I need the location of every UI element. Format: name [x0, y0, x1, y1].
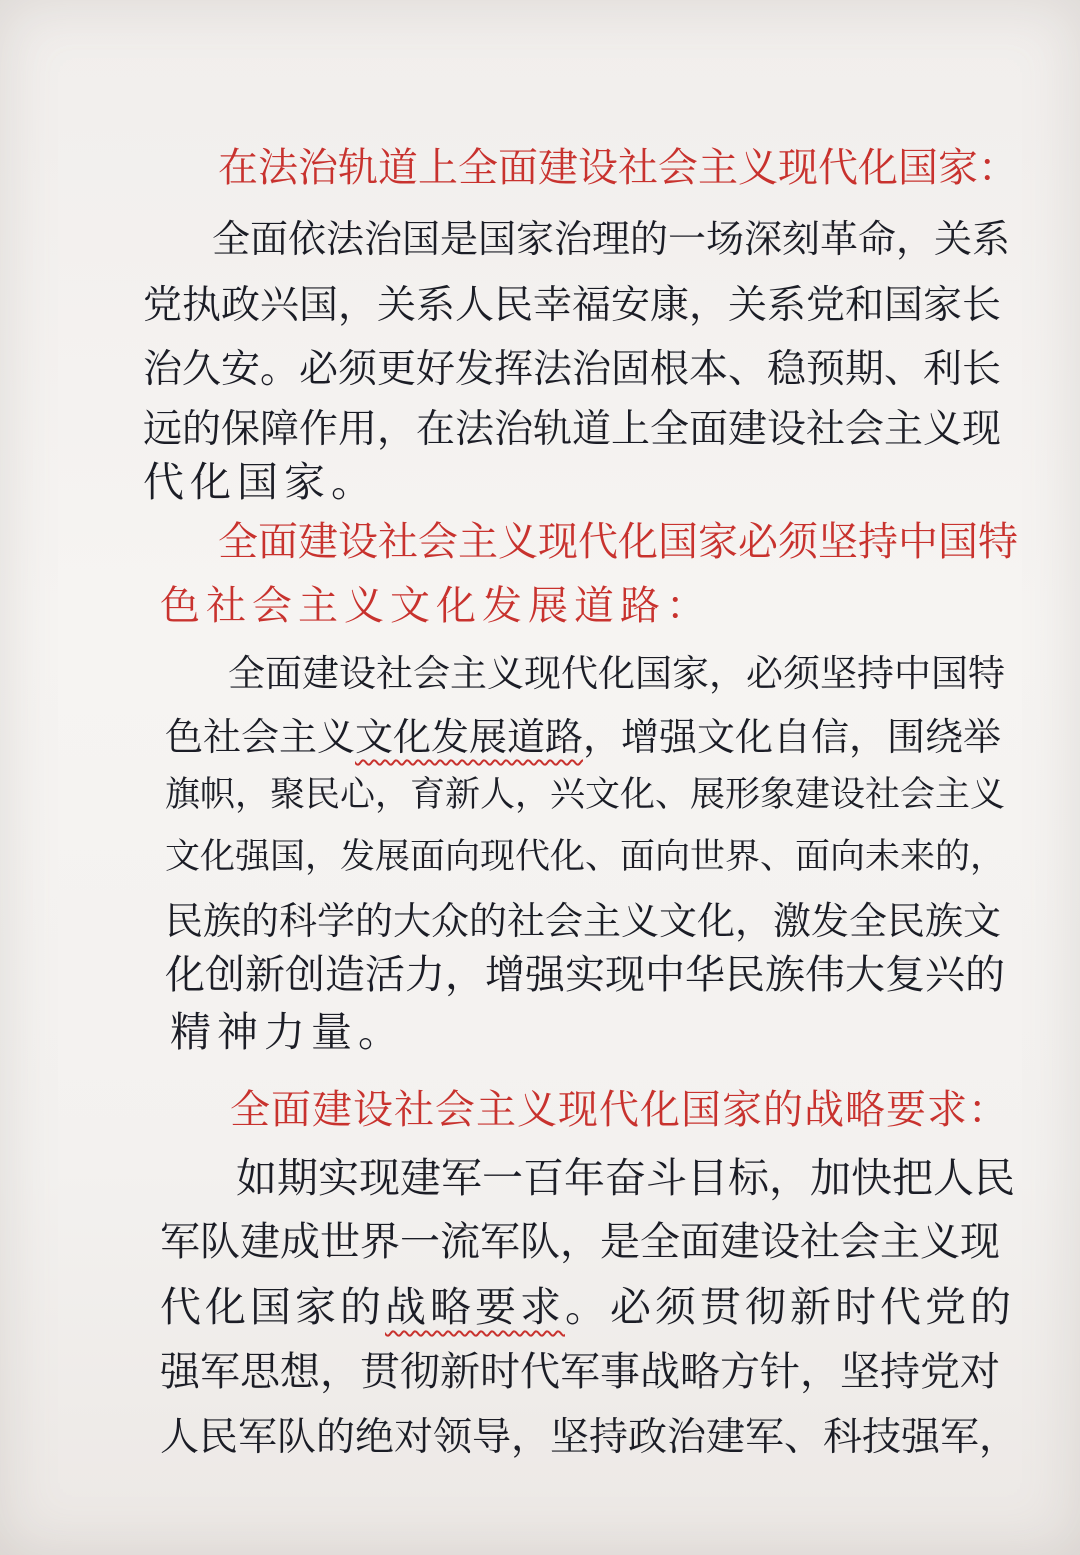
section-2-heading-line-1: 全面建设社会主义现代化国家必须坚持中国特: [218, 519, 1018, 565]
section-1-body-line-5: 代化国家。: [143, 458, 378, 506]
section-2-body-line-4: 文化强国，发展面向现代化、面向世界、面向未来的，: [165, 837, 1006, 877]
section-1-body-line-4: 远的保障作用，在法治轨道上全面建设社会主义现: [143, 407, 1002, 452]
line-segment: 。必须贯彻新时代党的: [565, 1283, 1015, 1331]
section-2-heading-line-2: 色社会主义文化发展道路：: [160, 583, 712, 629]
section-3-body-line-5: 人民军队的绝对领导，坚持政治建军、科技强军，: [160, 1415, 1019, 1460]
section-2-body-line-1: 全面建设社会主义现代化国家，必须坚持中国特: [228, 652, 1005, 695]
section-1-body-line-1: 全面依法治国是国家治理的一场深刻革命，关系: [212, 217, 1011, 261]
section-1-body-line-3: 治久安。必须更好发挥法治固根本、稳预期、利长: [143, 347, 1002, 392]
underlined-phrase: 战略要求: [385, 1283, 565, 1331]
underlined-phrase: 文化发展道路: [355, 715, 584, 759]
line-segment: 代化国家的: [160, 1283, 385, 1331]
section-2-body-line-3: 旗帜，聚民心，育新人，兴文化、展形象建设社会主义: [165, 775, 1006, 815]
line-segment: 色社会主义: [165, 715, 356, 759]
section-2-body-line-7: 精神力量。: [170, 1008, 405, 1056]
section-2-body-line-5: 民族的科学的大众的社会主义文化，激发全民族文: [165, 899, 1002, 943]
section-3-body-line-4: 强军思想，贯彻新时代军事战略方针，坚持党对: [160, 1349, 1000, 1395]
section-3-body-line-1: 如期实现建军一百年奋斗目标，加快把人民: [236, 1154, 1015, 1202]
section-3-heading: 全面建设社会主义现代化国家的战略要求：: [230, 1087, 1009, 1133]
section-2-body-line-2: [165, 715, 1002, 759]
section-2-body-line-6: 化创新创造活力，增强实现中华民族伟大复兴的: [165, 952, 1005, 998]
section-1-heading: 在法治轨道上全面建设社会主义现代化国家：: [218, 145, 1018, 191]
section-1-body-line-2: 党执政兴国，关系人民幸福安康，关系党和国家长: [143, 283, 1002, 328]
section-3-body-line-2: 军队建成世界一流军队，是全面建设社会主义现: [160, 1219, 1000, 1265]
section-3-body-line-3: [160, 1283, 1015, 1331]
line-segment: ，增强文化自信，围绕举: [583, 715, 1002, 759]
